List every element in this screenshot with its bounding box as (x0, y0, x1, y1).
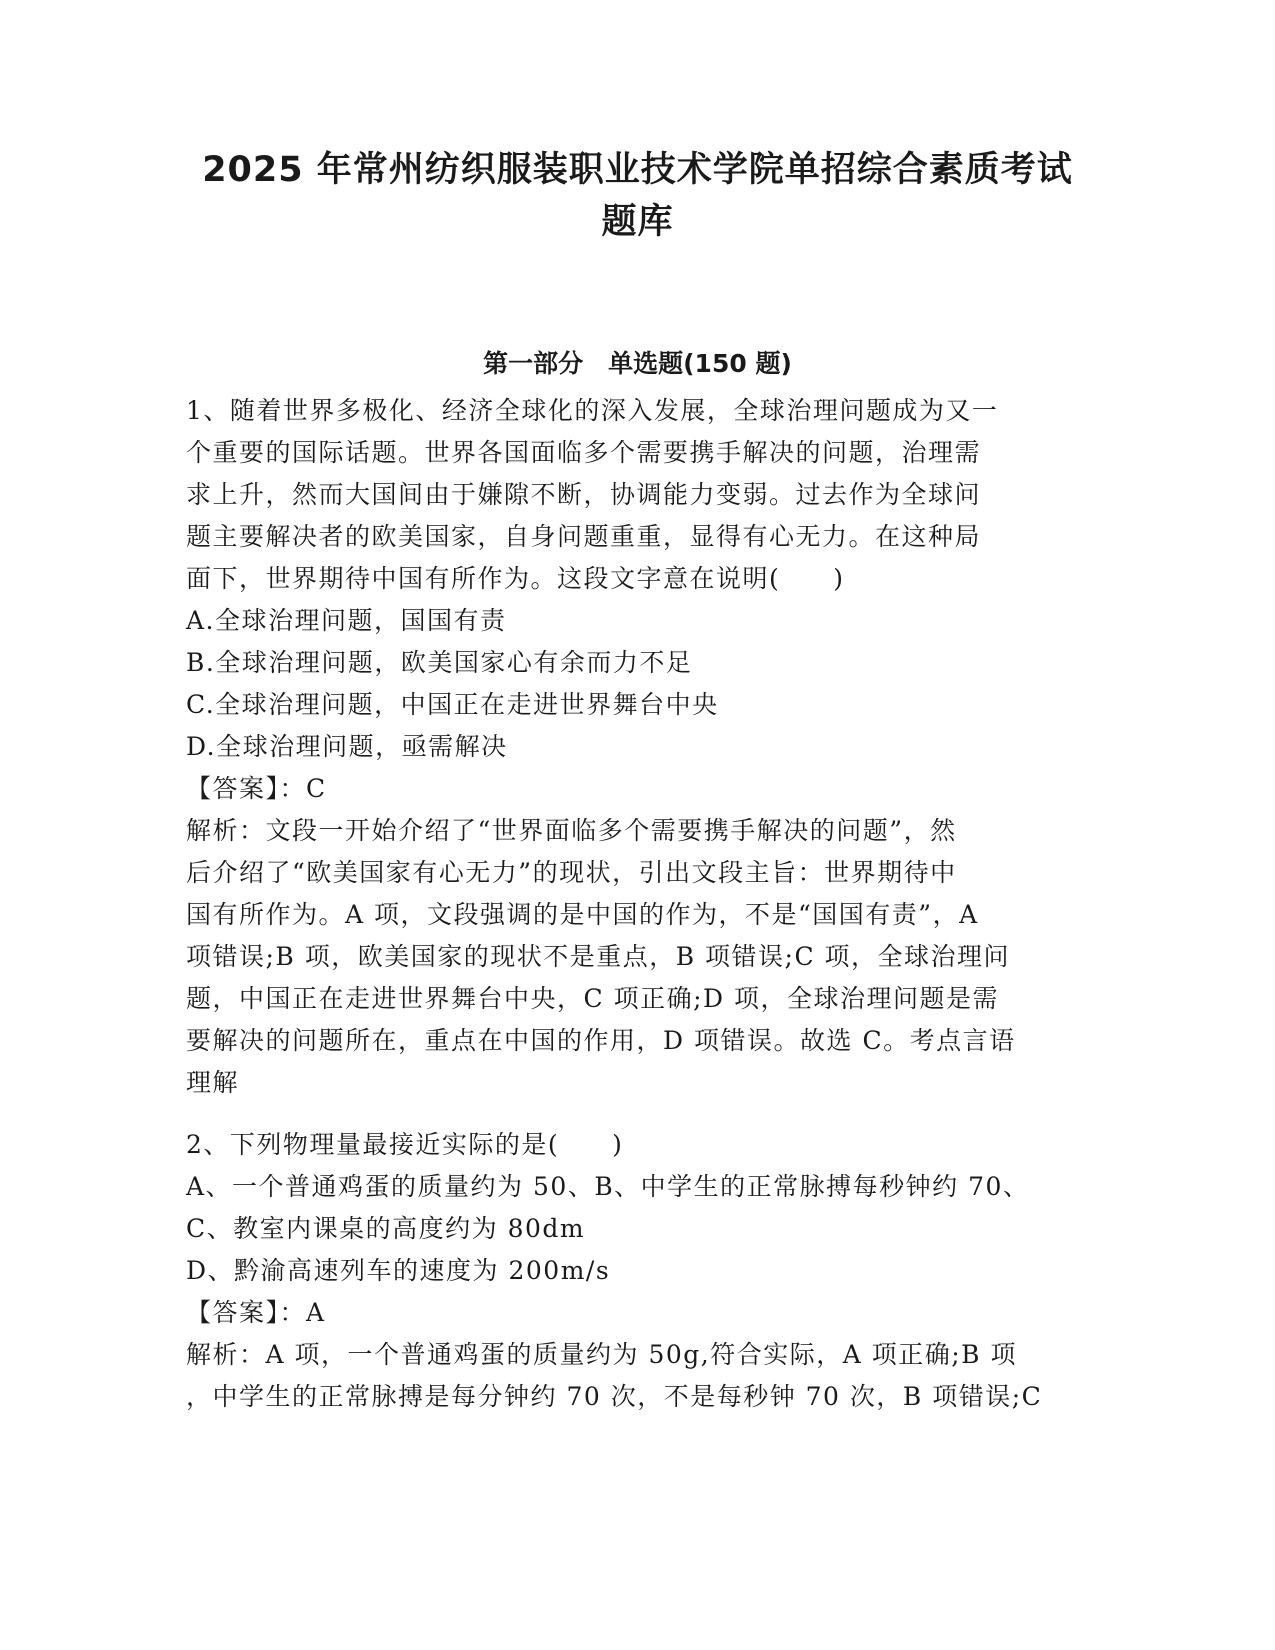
question-2-stem-line-1: 2、下列物理量最接近实际的是( ) (186, 1130, 624, 1159)
question-1-option-d: D.全球治理问题，亟需解决 (186, 732, 508, 761)
question-1-analysis-line-1: 解析：文段一开始介绍了“世界面临多个需要携手解决的问题”，然 (186, 816, 957, 845)
question-1-stem-line-3: 求上升，然而大国间由于嫌隙不断，协调能力变弱。过去作为全球问 (186, 480, 982, 509)
question-2-analysis-line-2: ，中学生的正常脉搏是每分钟约 70 次，不是每秒钟 70 次，B 项错误;C (186, 1382, 1043, 1411)
question-2-analysis-line-1: 解析：A 项，一个普通鸡蛋的质量约为 50g,符合实际，A 项正确;B 项 (186, 1340, 1017, 1369)
document-title (150, 144, 1125, 248)
question-1-answer: 【答案】：C (186, 774, 327, 803)
question-1-option-a: A.全球治理问题，国国有责 (186, 606, 507, 635)
question-1-stem-line-4: 题主要解决者的欧美国家，自身问题重重，显得有心无力。在这种局 (186, 522, 982, 551)
question-2-option-c: C、教室内课桌的高度约为 80dm (186, 1214, 586, 1243)
question-1-stem-line-2: 个重要的国际话题。世界各国面临多个需要携手解决的问题，治理需 (186, 438, 982, 467)
question-1-option-b: B.全球治理问题，欧美国家心有余而力不足 (186, 648, 693, 677)
document-title-line-2: 题库 (601, 202, 674, 242)
document-title-line-1: 2025 年常州纺织服装职业技术学院单招综合素质考试 (202, 150, 1073, 190)
question-2-option-ab: A、一个普通鸡蛋的质量约为 50、B、中学生的正常脉搏每秒钟约 70、 (186, 1172, 1030, 1201)
question-1-analysis-line-6: 要解决的问题所在，重点在中国的作用，D 项错误。故选 C。考点言语 (186, 1026, 1016, 1055)
question-1-analysis-line-2: 后介绍了“欧美国家有心无力”的现状，引出文段主旨：世界期待中 (186, 858, 957, 887)
question-1-stem-line-5: 面下，世界期待中国有所作为。这段文字意在说明( ) (186, 564, 845, 593)
question-1-option-c: C.全球治理问题，中国正在走进世界舞台中央 (186, 690, 719, 719)
question-1-analysis-line-5: 题，中国正在走进世界舞台中央，C 项正确;D 项，全球治理问题是需 (186, 984, 999, 1013)
question-1-analysis-line-4: 项错误;B 项，欧美国家的现状不是重点，B 项错误;C 项，全球治理问 (186, 942, 1011, 971)
question-1-analysis-line-7: 理解 (186, 1068, 240, 1097)
question-2-answer: 【答案】：A (186, 1298, 326, 1327)
section-heading: 第一部分 单选题(150 题) (483, 349, 792, 378)
question-1-stem-line-1: 1、随着世界多极化、经济全球化的深入发展，全球治理问题成为又一 (186, 396, 999, 425)
question-1-analysis-line-3: 国有所作为。A 项，文段强调的是中国的作为，不是“国国有责”，A (186, 900, 979, 929)
question-2-option-d: D、黔渝高速列车的速度为 200m/s (186, 1256, 611, 1285)
